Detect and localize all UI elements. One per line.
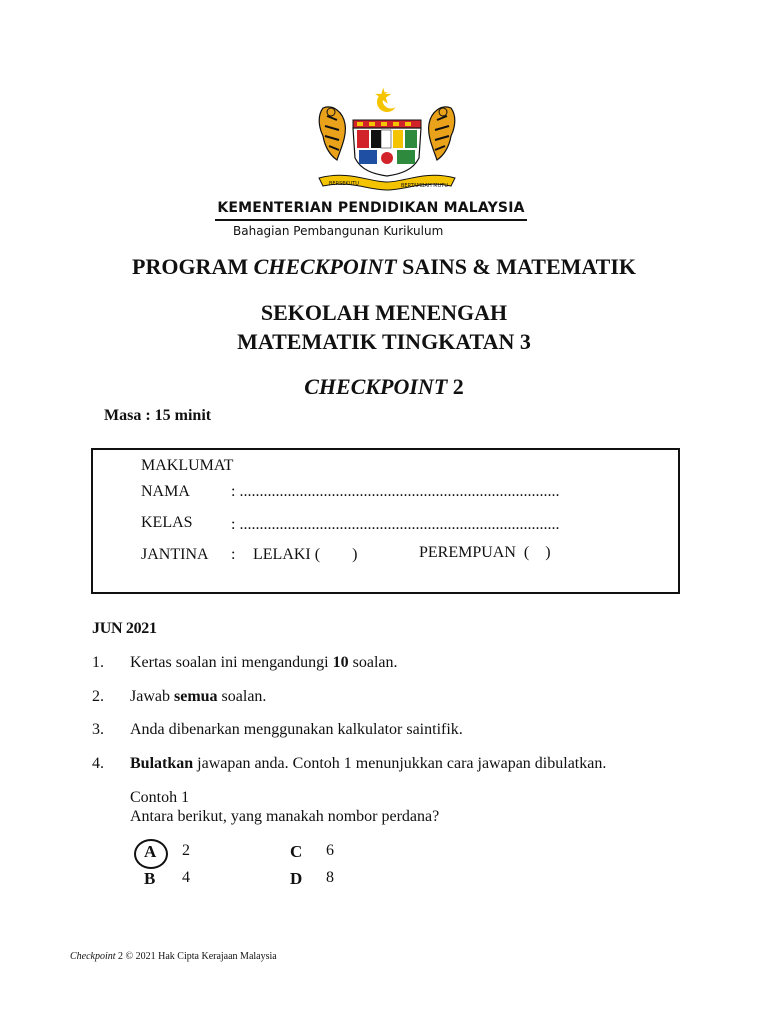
instruction-number: 2. <box>92 688 104 705</box>
ministry-name: KEMENTERIAN PENDIDIKAN MALAYSIA <box>215 200 527 221</box>
option-b-letter[interactable]: B <box>144 869 156 888</box>
class-label: KELAS <box>141 514 193 531</box>
gender-label: JANTINA <box>141 546 209 563</box>
instruction-number: 4. <box>92 755 104 772</box>
exam-date: JUN 2021 <box>92 620 157 637</box>
program-title-suffix: SAINS & MATEMATIK <box>396 254 636 279</box>
option-d-letter[interactable]: D <box>290 869 303 888</box>
instruction-bold: 10 <box>332 654 349 671</box>
ministry-block <box>215 200 527 238</box>
female-option[interactable]: PEREMPUAN ( ) <box>419 544 551 561</box>
copyright-footer <box>70 951 277 962</box>
checkpoint-number: 2 <box>447 374 464 399</box>
option-c-letter[interactable]: C <box>290 842 303 861</box>
instruction-number: 1. <box>92 654 104 671</box>
student-info-box <box>91 448 680 594</box>
program-title <box>0 254 768 280</box>
gender-colon: : <box>231 546 236 563</box>
instruction-text-end: soalan. <box>348 654 398 671</box>
checkpoint-title <box>0 374 768 400</box>
male-option[interactable]: LELAKI ( ) <box>253 546 358 563</box>
example-question: Antara berikut, yang manakah nombor perdana? <box>130 808 440 825</box>
malaysia-coat-of-arms-icon <box>309 86 465 194</box>
crest-motto-right: BERTAMBAH MUTU <box>401 183 448 189</box>
instruction-text: Anda dibenarkan menggunakan kalkulator saintifik. <box>130 721 463 738</box>
option-d-value: 8 <box>326 869 334 886</box>
option-c-value: 6 <box>326 842 334 859</box>
name-field[interactable]: : ................................................................................ <box>231 483 560 500</box>
class-field[interactable]: : ................................................................................ <box>231 516 560 533</box>
instruction-text-end: jawapan anda. Contoh 1 menunjukkan cara jawapan dibulatkan. <box>193 755 607 772</box>
instruction-text-end: soalan. <box>217 688 267 705</box>
info-heading: MAKLUMAT <box>141 457 234 474</box>
checkpoint-italic: CHECKPOINT <box>304 374 448 399</box>
name-label: NAMA <box>141 483 190 500</box>
crest-motto-left: BERSEKUTU <box>329 181 359 187</box>
instruction-text: Kertas soalan ini mengandungi <box>130 654 333 671</box>
option-a-value: 2 <box>182 842 190 859</box>
instruction-bold: Bulatkan <box>130 755 194 772</box>
program-title-italic: CHECKPOINT <box>253 254 397 279</box>
option-b-value: 4 <box>182 869 190 886</box>
footer-text: 2 © 2021 Hak Cipta Kerajaan Malaysia <box>115 951 277 962</box>
division-name: Bahagian Pembangunan Kurikulum <box>233 224 444 238</box>
footer-italic: Checkpoint <box>70 951 116 962</box>
option-a-letter[interactable]: A <box>144 842 157 861</box>
program-title-prefix: PROGRAM <box>132 254 254 279</box>
school-level: SEKOLAH MENENGAH <box>260 300 508 325</box>
time-allowed: Masa : 15 minit <box>104 407 212 424</box>
instruction-bold: semua <box>173 688 218 705</box>
instruction-number: 3. <box>92 721 104 738</box>
subject-title: MATEMATIK TINGKATAN 3 <box>237 329 531 354</box>
instruction-text: Jawab <box>130 688 174 705</box>
example-title: Contoh 1 <box>130 789 190 806</box>
